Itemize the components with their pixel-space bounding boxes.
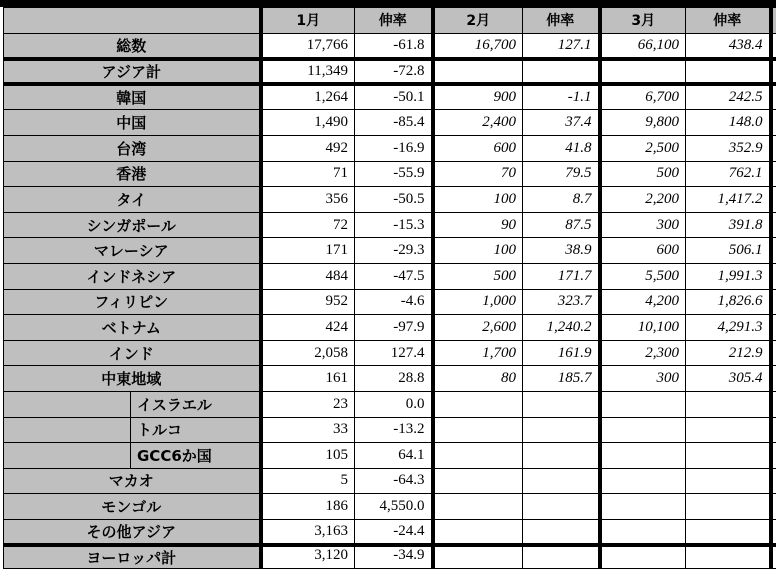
feb-rate (523, 545, 600, 569)
jan-value: 1,264 (261, 84, 355, 110)
mar-rate (686, 443, 771, 469)
mar-rate (686, 468, 771, 494)
mar-rate: 352.9 (686, 135, 771, 161)
mar-value: 4,200 (600, 289, 686, 315)
row-indent (4, 417, 131, 443)
row-label: イスラエル (131, 391, 261, 417)
jan-value: 23 (261, 391, 355, 417)
table-row (4, 187, 776, 213)
jan-rate: -61.8 (355, 33, 433, 59)
mar-value (600, 545, 686, 569)
mar-value (600, 494, 686, 520)
jan-rate: -13.2 (355, 417, 433, 443)
row-label: アジア計 (4, 59, 261, 85)
jan-value: 492 (261, 135, 355, 161)
feb-value: 500 (433, 263, 523, 289)
row-label: 中東地域 (4, 366, 261, 392)
mar-value: 600 (600, 238, 686, 264)
table-row (4, 340, 776, 366)
top-edge-bar (0, 0, 776, 7)
mar-value: 300 (600, 212, 686, 238)
mar-value (600, 59, 686, 85)
feb-value: 900 (433, 84, 523, 110)
mar-value: 2,500 (600, 135, 686, 161)
feb-value: 100 (433, 187, 523, 213)
row-label: トルコ (131, 417, 261, 443)
extra-cell (771, 84, 776, 110)
feb-rate: 1,240.2 (523, 315, 600, 341)
row-label: 香港 (4, 161, 261, 187)
feb-value (433, 391, 523, 417)
header-feb: 2月 (433, 8, 523, 34)
feb-rate (523, 59, 600, 85)
table-row (4, 417, 776, 443)
mar-rate (686, 417, 771, 443)
table-row (4, 263, 776, 289)
feb-rate (523, 391, 600, 417)
feb-value: 70 (433, 161, 523, 187)
mar-value: 66,100 (600, 33, 686, 59)
jan-value: 105 (261, 443, 355, 469)
feb-value: 1,000 (433, 289, 523, 315)
jan-rate: -4.6 (355, 289, 433, 315)
extra-cell (771, 519, 776, 545)
table-row (4, 161, 776, 187)
feb-value: 2,600 (433, 315, 523, 341)
header-jan-rate: 伸率 (355, 8, 433, 34)
row-label: シンガポール (4, 212, 261, 238)
jan-value: 11,349 (261, 59, 355, 85)
mar-rate: 4,291.3 (686, 315, 771, 341)
extra-cell (771, 263, 776, 289)
mar-value (600, 468, 686, 494)
row-label: インドネシア (4, 263, 261, 289)
table-row (4, 366, 776, 392)
jan-rate: -47.5 (355, 263, 433, 289)
extra-cell (771, 289, 776, 315)
feb-rate (523, 519, 600, 545)
jan-rate: -15.3 (355, 212, 433, 238)
feb-rate: 37.4 (523, 110, 600, 136)
mar-rate: 148.0 (686, 110, 771, 136)
jan-value: 71 (261, 161, 355, 187)
extra-cell (771, 187, 776, 213)
feb-rate: 38.9 (523, 238, 600, 264)
feb-rate: 8.7 (523, 187, 600, 213)
feb-rate: 323.7 (523, 289, 600, 315)
table-row (4, 315, 776, 341)
extra-cell (771, 443, 776, 469)
jan-value: 161 (261, 366, 355, 392)
feb-value: 1,700 (433, 340, 523, 366)
mar-value (600, 417, 686, 443)
table-row (4, 289, 776, 315)
mar-value: 2,300 (600, 340, 686, 366)
row-label: インド (4, 340, 261, 366)
row-label: GCC6か国 (131, 443, 261, 469)
extra-cell (771, 212, 776, 238)
jan-value: 5 (261, 468, 355, 494)
feb-rate: 161.9 (523, 340, 600, 366)
row-label: 総数 (4, 33, 261, 59)
jan-value: 171 (261, 238, 355, 264)
feb-rate (523, 443, 600, 469)
extra-cell (771, 135, 776, 161)
feb-value: 100 (433, 238, 523, 264)
header-mar-rate: 伸率 (686, 8, 771, 34)
feb-value: 90 (433, 212, 523, 238)
mar-value: 10,100 (600, 315, 686, 341)
mar-rate (686, 545, 771, 569)
row-indent (4, 443, 131, 469)
header-feb-rate: 伸率 (523, 8, 600, 34)
row-label: 台湾 (4, 135, 261, 161)
mar-rate: 1,417.2 (686, 187, 771, 213)
extra-cell (771, 315, 776, 341)
feb-value: 600 (433, 135, 523, 161)
mar-rate: 762.1 (686, 161, 771, 187)
feb-rate: 41.8 (523, 135, 600, 161)
mar-value: 9,800 (600, 110, 686, 136)
mar-rate: 1,991.3 (686, 263, 771, 289)
mar-rate: 506.1 (686, 238, 771, 264)
feb-rate (523, 468, 600, 494)
jan-value: 2,058 (261, 340, 355, 366)
jan-value: 484 (261, 263, 355, 289)
jan-value: 186 (261, 494, 355, 520)
jan-rate: -34.9 (355, 545, 433, 569)
mar-rate: 305.4 (686, 366, 771, 392)
row-label: ベトナム (4, 315, 261, 341)
extra-cell (771, 161, 776, 187)
table-row (4, 391, 776, 417)
jan-rate: 127.4 (355, 340, 433, 366)
mar-rate: 212.9 (686, 340, 771, 366)
extra-cell (771, 468, 776, 494)
jan-rate: 28.8 (355, 366, 433, 392)
jan-rate: -72.8 (355, 59, 433, 85)
jan-value: 424 (261, 315, 355, 341)
feb-value (433, 417, 523, 443)
extra-cell (771, 238, 776, 264)
table-row (4, 33, 776, 59)
mar-value: 2,200 (600, 187, 686, 213)
header-blank (4, 8, 261, 34)
feb-value (433, 443, 523, 469)
row-label: マレーシア (4, 238, 261, 264)
jan-rate: -50.1 (355, 84, 433, 110)
table-row (4, 135, 776, 161)
header-jan: 1月 (261, 8, 355, 34)
jan-value: 1,490 (261, 110, 355, 136)
mar-rate (686, 391, 771, 417)
extra-cell (771, 545, 776, 569)
table-row (4, 238, 776, 264)
jan-value: 3,163 (261, 519, 355, 545)
header-mar: 3月 (600, 8, 686, 34)
jan-rate: -50.5 (355, 187, 433, 213)
mar-rate (686, 519, 771, 545)
jan-rate: 4,550.0 (355, 494, 433, 520)
visitor-statistics-table (3, 7, 776, 569)
feb-value: 16,700 (433, 33, 523, 59)
extra-cell (771, 59, 776, 85)
feb-value (433, 59, 523, 85)
jan-value: 72 (261, 212, 355, 238)
row-label: 韓国 (4, 84, 261, 110)
mar-rate: 1,826.6 (686, 289, 771, 315)
row-label: その他アジア (4, 519, 261, 545)
table-row (4, 519, 776, 545)
table-row (4, 212, 776, 238)
mar-rate: 391.8 (686, 212, 771, 238)
jan-value: 356 (261, 187, 355, 213)
jan-rate: 0.0 (355, 391, 433, 417)
table-row (4, 468, 776, 494)
jan-rate: 64.1 (355, 443, 433, 469)
mar-value: 5,500 (600, 263, 686, 289)
feb-value: 80 (433, 366, 523, 392)
feb-rate: 185.7 (523, 366, 600, 392)
row-label: ヨーロッパ計 (4, 545, 261, 569)
extra-cell (771, 417, 776, 443)
jan-rate: -16.9 (355, 135, 433, 161)
mar-value: 300 (600, 366, 686, 392)
row-label: 中国 (4, 110, 261, 136)
mar-value (600, 519, 686, 545)
mar-value: 6,700 (600, 84, 686, 110)
mar-value: 500 (600, 161, 686, 187)
extra-cell (771, 494, 776, 520)
table-row (4, 443, 776, 469)
feb-rate: 127.1 (523, 33, 600, 59)
mar-value (600, 443, 686, 469)
jan-rate: -24.4 (355, 519, 433, 545)
row-label: タイ (4, 187, 261, 213)
mar-rate: 242.5 (686, 84, 771, 110)
mar-value (600, 391, 686, 417)
feb-rate: 87.5 (523, 212, 600, 238)
feb-rate (523, 417, 600, 443)
jan-rate: -85.4 (355, 110, 433, 136)
extra-cell (771, 340, 776, 366)
header-extra (771, 8, 776, 34)
table-row (4, 110, 776, 136)
mar-rate: 438.4 (686, 33, 771, 59)
table-row (4, 84, 776, 110)
feb-value (433, 519, 523, 545)
feb-value (433, 494, 523, 520)
jan-value: 17,766 (261, 33, 355, 59)
feb-value: 2,400 (433, 110, 523, 136)
jan-value: 952 (261, 289, 355, 315)
feb-value (433, 468, 523, 494)
extra-cell (771, 366, 776, 392)
row-indent (4, 391, 131, 417)
mar-rate (686, 494, 771, 520)
table-body (4, 33, 776, 568)
feb-rate: -1.1 (523, 84, 600, 110)
feb-rate: 171.7 (523, 263, 600, 289)
table-row (4, 59, 776, 85)
row-label: フィリピン (4, 289, 261, 315)
extra-cell (771, 391, 776, 417)
jan-rate: -29.3 (355, 238, 433, 264)
row-label: モンゴル (4, 494, 261, 520)
jan-rate: -64.3 (355, 468, 433, 494)
feb-rate: 79.5 (523, 161, 600, 187)
jan-value: 3,120 (261, 545, 355, 569)
table-row-partial (4, 545, 776, 569)
feb-value (433, 545, 523, 569)
jan-value: 33 (261, 417, 355, 443)
extra-cell (771, 33, 776, 59)
header-row (4, 8, 776, 34)
row-label: マカオ (4, 468, 261, 494)
extra-cell (771, 110, 776, 136)
feb-rate (523, 494, 600, 520)
table-row (4, 494, 776, 520)
jan-rate: -55.9 (355, 161, 433, 187)
jan-rate: -97.9 (355, 315, 433, 341)
mar-rate (686, 59, 771, 85)
